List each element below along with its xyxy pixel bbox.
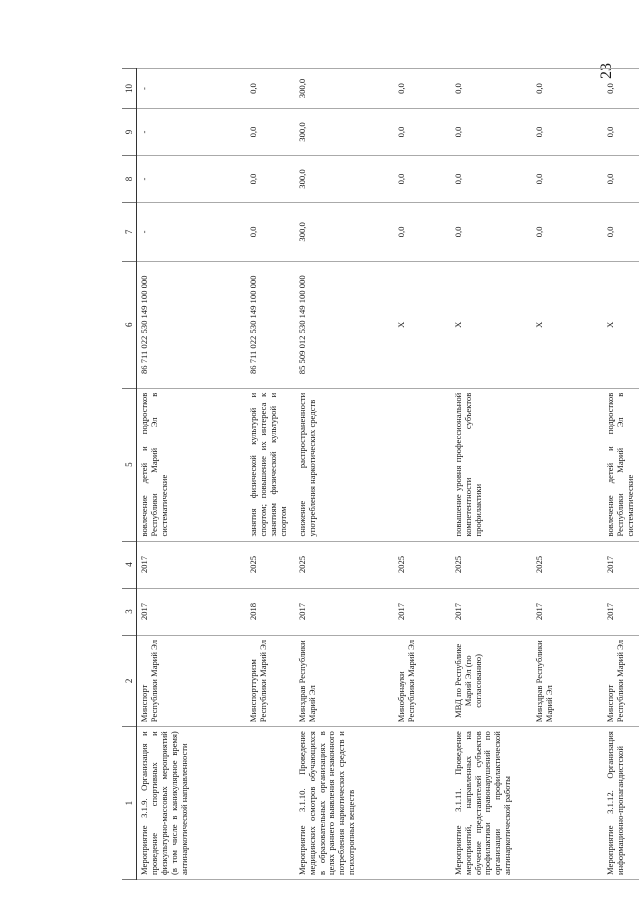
- value-cell: 0,0: [394, 109, 451, 156]
- column-header: 4: [122, 541, 137, 588]
- value-cell: 300,0: [295, 69, 394, 109]
- end-year-cell: 2025: [394, 541, 451, 588]
- executor-cell: Минобрнауки Республики Марий Эл: [394, 635, 451, 727]
- budget-code-cell: X: [532, 261, 603, 388]
- value-cell: 0,0: [451, 156, 532, 203]
- column-header: 10: [122, 69, 137, 109]
- end-year-cell: 2017: [603, 541, 639, 588]
- end-year-cell: 2025: [246, 541, 295, 588]
- end-year-cell: 2025: [451, 541, 532, 588]
- executor-cell: Минспорттуризм Республики Марий Эл: [246, 635, 295, 727]
- value-cell: 0,0: [532, 69, 603, 109]
- value-cell: 0,0: [532, 156, 603, 203]
- activity-cell: [394, 727, 451, 880]
- table-row: [603, 69, 639, 880]
- activity-cell: Мероприятие 3.1.11. Проведение мероприятий, направленных на обучение представителей субъектов профилактики правонарушений по организации профилактической антинаркотической работы: [451, 727, 532, 880]
- result-cell: вовлечение детей и подростков Республики Марий Эл в систематические: [137, 388, 247, 541]
- end-year-cell: 2025: [532, 541, 603, 588]
- budget-code-cell: 85 509 012 530 149 100 000: [295, 261, 394, 388]
- value-cell: 0,0: [246, 109, 295, 156]
- result-cell: повышение уровня профессиональной компетентности субъектов профилактики: [451, 388, 532, 541]
- end-year-cell: 2017: [137, 541, 247, 588]
- start-year-cell: 2017: [137, 588, 247, 635]
- value-cell: 0,0: [451, 109, 532, 156]
- end-year-cell: 2025: [295, 541, 394, 588]
- start-year-cell: 2018: [246, 588, 295, 635]
- budget-code-cell: X: [451, 261, 532, 388]
- table-row: [137, 69, 247, 880]
- value-cell: 0,0: [451, 69, 532, 109]
- value-cell: 0,0: [603, 156, 639, 203]
- activity-cell: Мероприятие 3.1.9. Организация и проведение спортивных и физкультурно-массовых мероприятий (в том числе в каникулярное время) антинаркотической направленности: [137, 727, 247, 880]
- table-row: [451, 69, 532, 880]
- value-cell: 0,0: [603, 203, 639, 262]
- column-header: 5: [122, 388, 137, 541]
- activity-cell: [246, 727, 295, 880]
- budget-code-cell: 86 711 022 530 149 100 000: [246, 261, 295, 388]
- rotated-table-wrapper: [122, 68, 635, 880]
- value-cell: -: [137, 156, 247, 203]
- executor-cell: Минспорт Республики Марий Эл: [137, 635, 247, 727]
- column-header: 9: [122, 109, 137, 156]
- value-cell: -: [137, 203, 247, 262]
- budget-code-cell: X: [394, 261, 451, 388]
- table-row: [532, 69, 603, 880]
- table-row: [295, 69, 394, 880]
- value-cell: 0,0: [532, 203, 603, 262]
- start-year-cell: 2017: [394, 588, 451, 635]
- result-cell: снижение распространенности употребления наркотических средств: [295, 388, 394, 541]
- start-year-cell: 2017: [451, 588, 532, 635]
- value-cell: 0,0: [394, 203, 451, 262]
- table-row: [394, 69, 451, 880]
- column-header: 7: [122, 203, 137, 262]
- value-cell: 0,0: [394, 156, 451, 203]
- budget-table: [122, 68, 639, 880]
- activity-cell: Мероприятие 3.1.12. Организация информационно-пропагандистской: [603, 727, 639, 880]
- value-cell: 0,0: [394, 69, 451, 109]
- value-cell: -: [137, 69, 247, 109]
- value-cell: 0,0: [246, 156, 295, 203]
- value-cell: 300,0: [295, 109, 394, 156]
- value-cell: 0,0: [246, 203, 295, 262]
- executor-cell: Минспорт Республики Марий Эл: [603, 635, 639, 727]
- value-cell: 0,0: [603, 69, 639, 109]
- result-cell: вовлечение детей и подростков Республики Марий Эл в систематические: [603, 388, 639, 541]
- value-cell: 0,0: [451, 203, 532, 262]
- value-cell: -: [137, 109, 247, 156]
- budget-code-cell: 86 711 022 530 149 100 000: [137, 261, 247, 388]
- result-cell: [532, 388, 603, 541]
- column-header: 3: [122, 588, 137, 635]
- result-cell: [394, 388, 451, 541]
- activity-cell: [532, 727, 603, 880]
- budget-code-cell: X: [603, 261, 639, 388]
- table-row: [246, 69, 295, 880]
- executor-cell: МВД по Республике Марий Эл (по согласованию): [451, 635, 532, 727]
- value-cell: 0,0: [246, 69, 295, 109]
- column-header: 6: [122, 261, 137, 388]
- activity-cell: Мероприятие 3.1.10. Проведение медицинских осмотров обучающихся в образовательных организациях в целях раннего выявления незаконного потребления наркотических средств и психотропных веществ: [295, 727, 394, 880]
- start-year-cell: 2017: [532, 588, 603, 635]
- column-header: 8: [122, 156, 137, 203]
- start-year-cell: 2017: [603, 588, 639, 635]
- result-cell: занятия физической культурой и спортом; повышение их интереса к занятиям физической культурой и спортом: [246, 388, 295, 541]
- value-cell: 0,0: [532, 109, 603, 156]
- table-header-row: [122, 69, 137, 880]
- value-cell: 0,0: [603, 109, 639, 156]
- executor-cell: Минздрав Республики Марий Эл: [295, 635, 394, 727]
- column-header: 2: [122, 635, 137, 727]
- start-year-cell: 2017: [295, 588, 394, 635]
- column-header: 1: [122, 727, 137, 880]
- page-number: 23: [598, 63, 615, 79]
- value-cell: 300,0: [295, 203, 394, 262]
- executor-cell: Минздрав Республики Марий Эл: [532, 635, 603, 727]
- value-cell: 300,0: [295, 156, 394, 203]
